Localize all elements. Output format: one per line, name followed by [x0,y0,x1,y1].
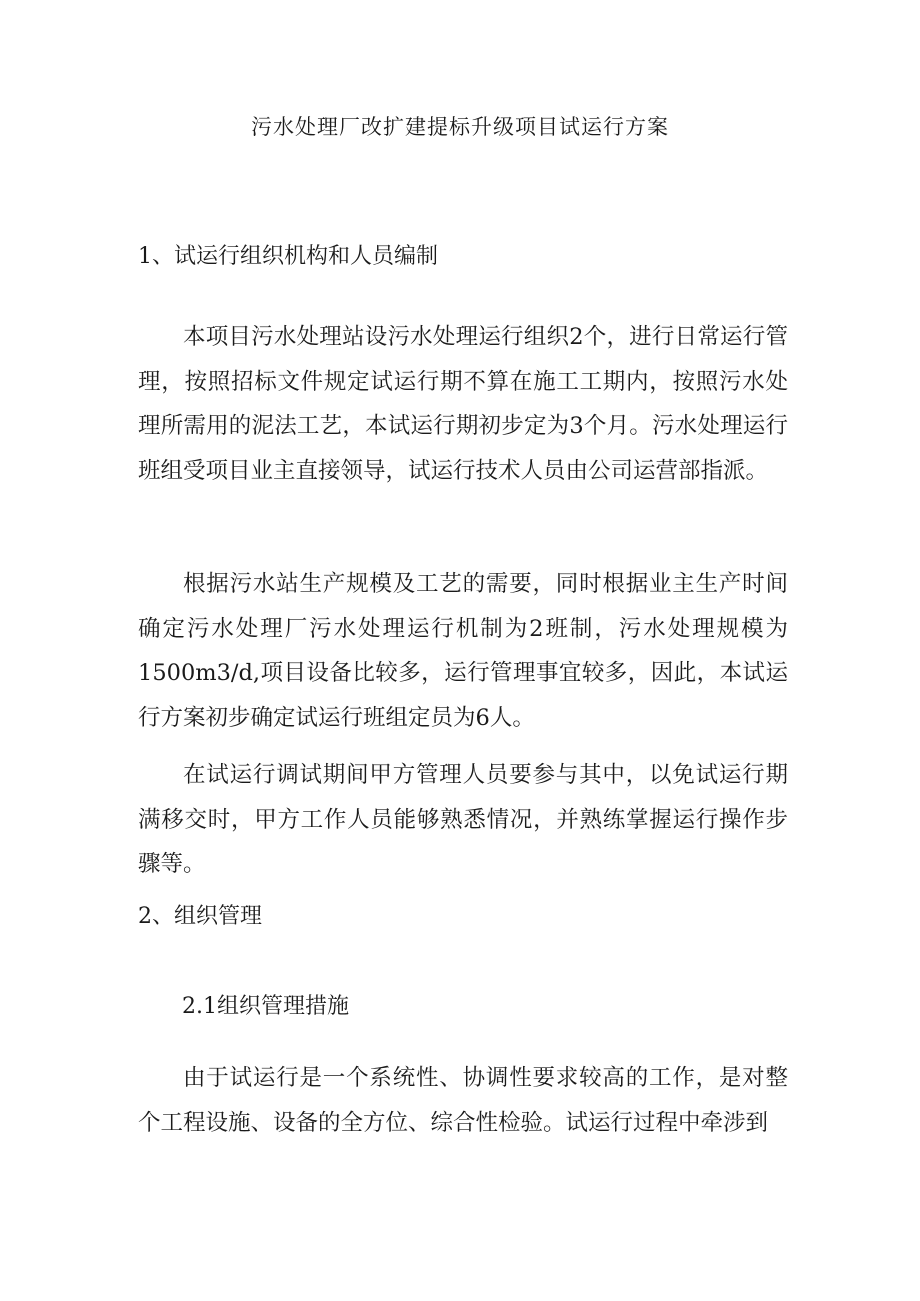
section-heading-1: 1、试运行组织机构和人员编制 [138,244,438,269]
paragraph-2: 根据污水站生产规模及工艺的需要，同时根据业主生产时间确定污水处理厂污水处理运行机制为2班制，污水处理规模为1500m3∕d,项目设备比较多，运行管理事宜较多，因此，本试运行方案初步确定试运行班组定员为6人。 [138,571,788,731]
paragraph-4: 由于试运行是一个系统性、协调性要求较高的工作，是对整个工程设施、设备的全方位、综合性检验。试运行过程中牵涉到 [138,1065,788,1136]
document-title: 污水处理厂改扩建提标升级项目试运行方案 [251,115,669,139]
paragraph-3: 在试运行调试期间甲方管理人员要参与其中，以免试运行期满移交时，甲方工作人员能够熟悉情况，并熟练掌握运行操作步骤等。 [138,762,788,877]
subsection-heading-2-1: 2.1组织管理措施 [182,994,349,1019]
section-heading-2: 2、组织管理 [138,904,262,929]
paragraph-1: 本项目污水处理站设污水处理运行组织2个，进行日常运行管理，按照招标文件规定试运行期不算在施工工期内，按照污水处理所需用的泥法工艺，本试运行期初步定为3个月。污水处理运行班组受项目业主直接领导，试运行技术人员由公司运营部指派。 [138,324,788,484]
